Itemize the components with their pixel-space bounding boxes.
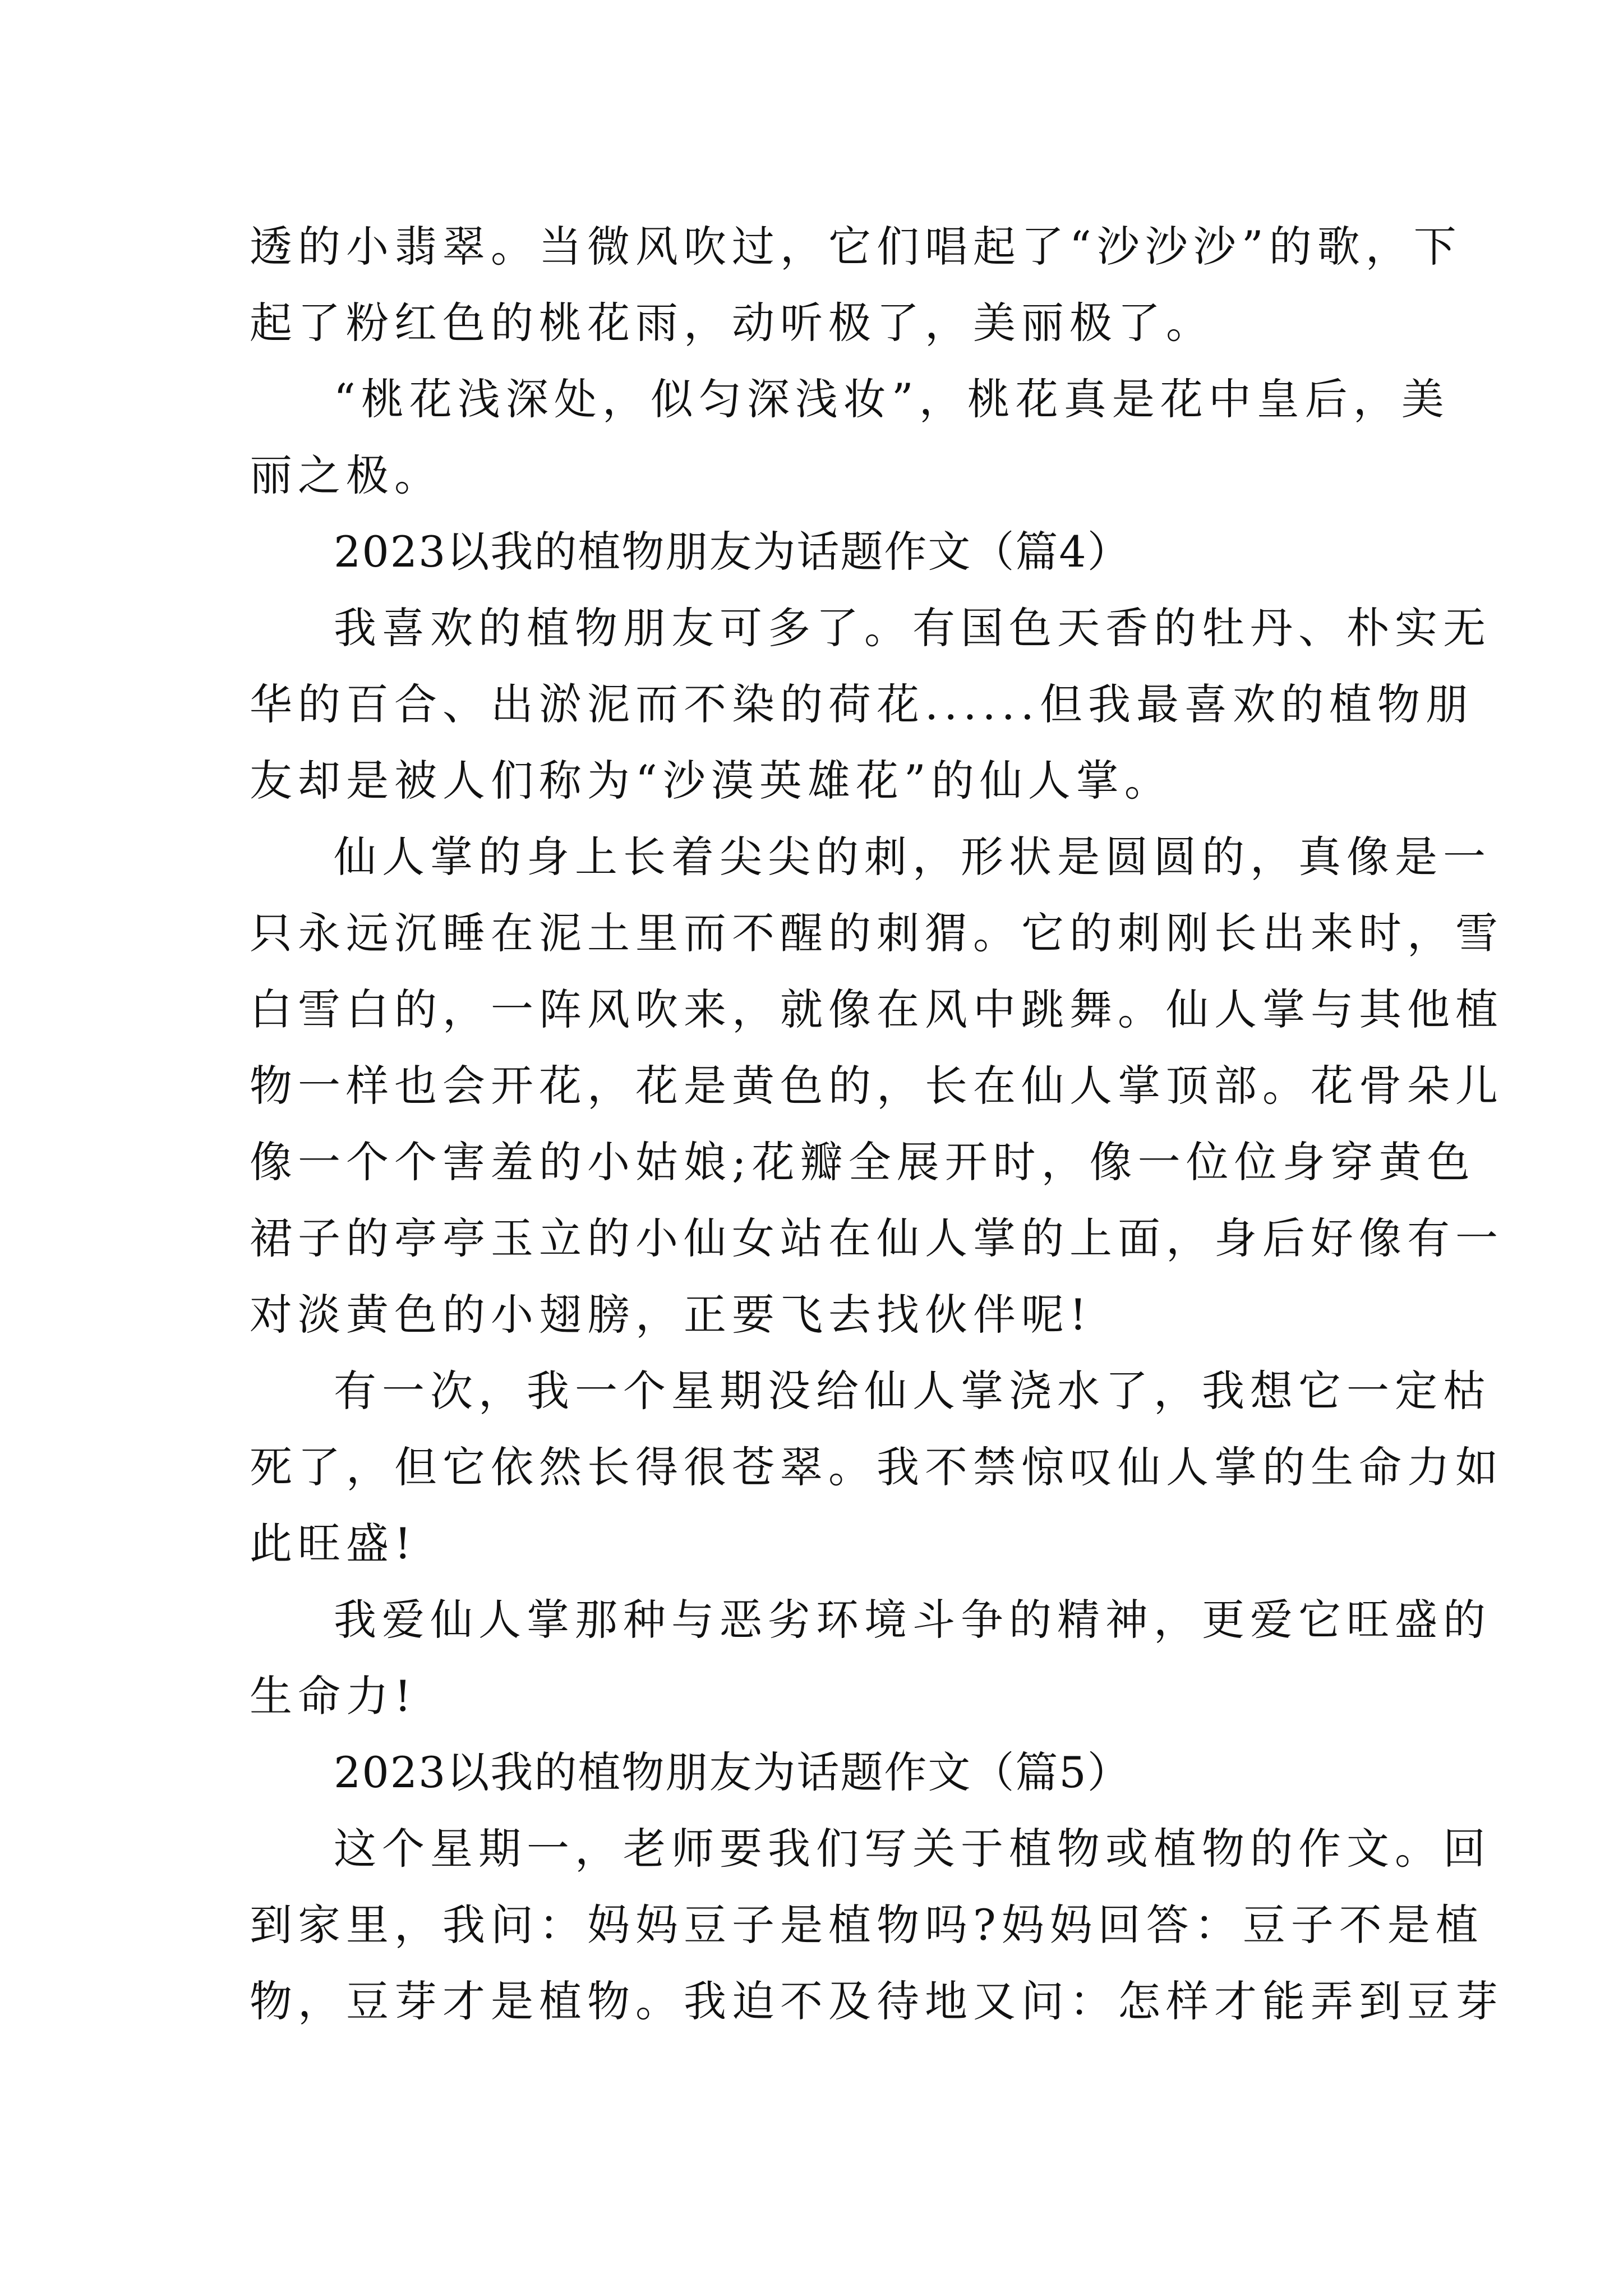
paragraph-first-line: 这个星期一，老师要我们写关于植物或植物的作文。回 — [334, 1824, 1491, 1874]
paragraph-first-line: 我喜欢的植物朋友可多了。有国色天香的牡丹、朴实无 — [334, 603, 1491, 653]
text-line: 物一样也会开花，花是黄色的，长在仙人掌顶部。花骨朵儿 — [250, 1061, 1504, 1111]
text-line: 死了，但它依然长得很苍翠。我不禁惊叹仙人掌的生命力如 — [250, 1442, 1504, 1492]
text-line: 友却是被人们称为“沙漠英雄花”的仙人掌。 — [250, 756, 1173, 806]
text-line: 起了粉红色的桃花雨，动听极了，美丽极了。 — [250, 298, 1214, 348]
text-line: 丽之极。 — [250, 450, 442, 500]
text-line: 像一个个害羞的小姑娘;花瓣全展开时，像一位位身穿黄色 — [250, 1137, 1476, 1187]
section-heading: 2023以我的植物朋友为话题作文（篇4） — [334, 527, 1131, 577]
text-line: 只永远沉睡在泥土里而不醒的刺猬。它的刺刚长出来时，雪 — [250, 908, 1504, 958]
text-line: 到家里，我问：妈妈豆子是植物吗?妈妈回答：豆子不是植 — [250, 1900, 1484, 1950]
document-body — [250, 209, 1504, 2040]
text-line: 对淡黄色的小翅膀，正要飞去找伙伴呢! — [250, 1290, 1092, 1340]
paragraph-first-line: 仙人掌的身上长着尖尖的刺，形状是圆圆的，真像是一 — [334, 832, 1491, 882]
text-line: 透的小翡翠。当微风吹过，它们唱起了“沙沙沙”的歌，下 — [250, 222, 1462, 272]
text-line: 生命力! — [250, 1671, 417, 1721]
text-line: 物，豆芽才是植物。我迫不及待地又问：怎样才能弄到豆芽 — [250, 1976, 1504, 2026]
text-line: 华的百合、出淤泥而不染的荷花......但我最喜欢的植物朋 — [250, 679, 1474, 729]
paragraph-first-line: 有一次，我一个星期没给仙人掌浇水了，我想它一定枯 — [334, 1366, 1491, 1416]
text-line: 此旺盛! — [250, 1519, 417, 1568]
section-heading: 2023以我的植物朋友为话题作文（篇5） — [334, 1747, 1131, 1797]
paragraph-first-line: 我爱仙人掌那种与恶劣环境斗争的精神，更爱它旺盛的 — [334, 1595, 1491, 1645]
text-line: 白雪白的，一阵风吹来，就像在风中跳舞。仙人掌与其他植 — [250, 984, 1504, 1034]
text-line: 裙子的亭亭玉立的小仙女站在仙人掌的上面，身后好像有一 — [250, 1213, 1504, 1263]
paragraph-first-line: “桃花浅深处，似匀深浅妆”，桃花真是花中皇后，美 — [334, 374, 1450, 424]
